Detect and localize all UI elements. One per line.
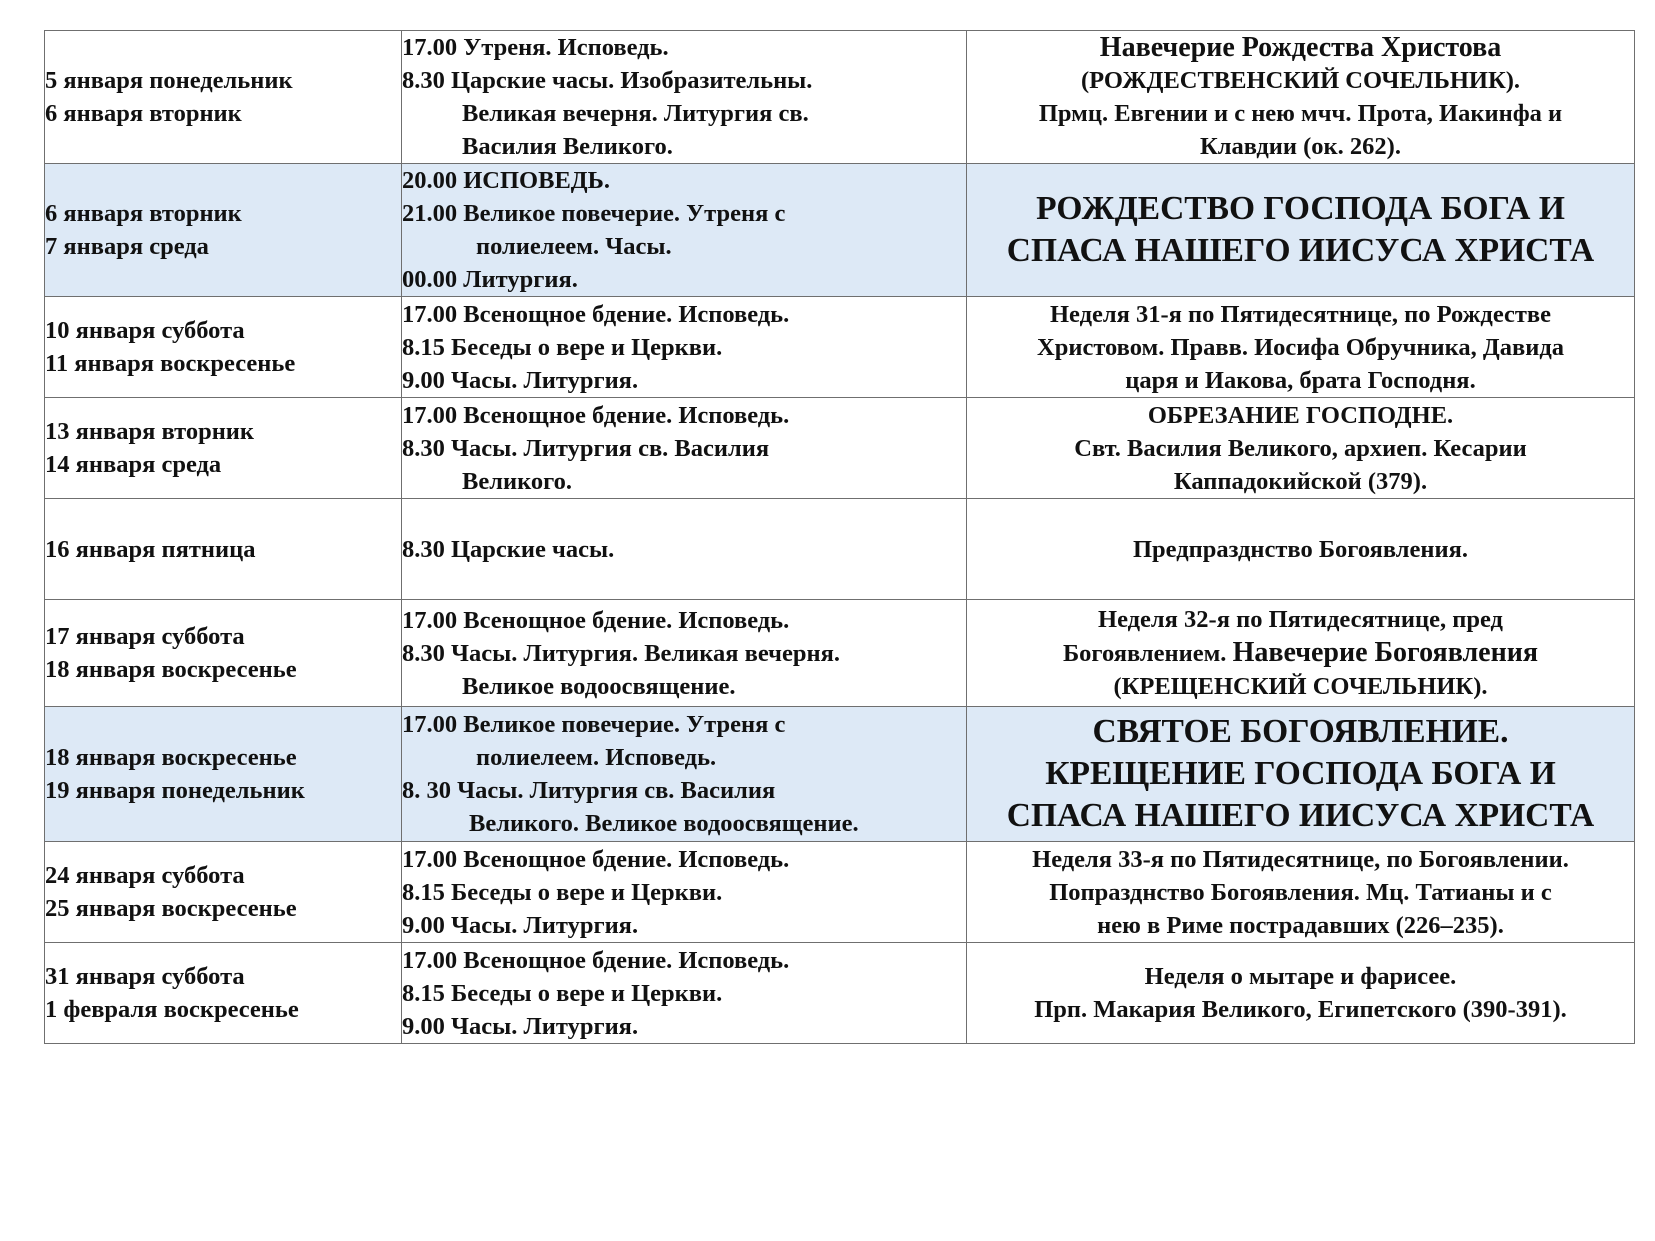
date-line: 31 января суббота [45, 963, 245, 990]
table-row [45, 297, 1635, 398]
service-line: 20.00 ИСПОВЕДЬ. [402, 167, 610, 194]
feast-line: Попразднство Богоявления. Мц. Татианы и с [1049, 878, 1552, 906]
service-line: 8.30 Часы. Литургия св. Василия [402, 434, 770, 462]
services-cell [402, 398, 967, 499]
services-cell [402, 31, 967, 164]
date-line: 17 января суббота [45, 623, 245, 650]
table-row [45, 499, 1635, 600]
feast-title: Навечерие Богоявления [1232, 637, 1538, 668]
feast-line: Неделя 32-я по Пятидесятнице, пред [1098, 606, 1503, 633]
date-line: 18 января воскресенье [45, 656, 297, 683]
date-line: 7 января среда [45, 233, 209, 260]
date-line: 13 января вторник [45, 418, 255, 445]
table-row [45, 707, 1635, 842]
feast-line: ОБРЕЗАНИЕ ГОСПОДНЕ. [1147, 401, 1454, 429]
date-cell [45, 164, 402, 297]
feast-line: нею в Риме пострадавших (226–235). [1097, 911, 1504, 939]
service-line: 8.30 Царские часы. [402, 535, 615, 563]
date-cell [45, 31, 402, 164]
service-line: 8.15 Беседы о вере и Церкви. [402, 333, 723, 361]
table-row [45, 600, 1635, 707]
service-line: Великое водоосвящение. [462, 672, 736, 700]
feast-cell [967, 499, 1635, 600]
service-line: 9.00 Часы. Литургия. [402, 366, 639, 394]
service-line: 8.30 Часы. Литургия. Великая вечерня. [402, 639, 840, 667]
date-line: 14 января среда [45, 451, 222, 478]
feast-line: КРЕЩЕНИЕ ГОСПОДА БОГА И [1045, 755, 1556, 792]
feast-line: СПАСА НАШЕГО ИИСУСА ХРИСТА [1006, 797, 1595, 834]
date-line: 25 января воскресенье [45, 895, 297, 922]
feast-line: Неделя о мытаре и фарисее. [1144, 963, 1457, 990]
table-row [45, 31, 1635, 164]
feast-cell [967, 600, 1635, 707]
feast-cell [967, 164, 1635, 297]
service-line: 8.15 Беседы о вере и Церкви. [402, 979, 723, 1007]
service-line: 17.00 Всенощное бдение. Исповедь. [402, 300, 790, 328]
service-line: 00.00 Литургия. [402, 266, 578, 293]
date-cell [45, 499, 402, 600]
feast-title: Навечерие Рождества Христова [1099, 32, 1502, 63]
feast-line: СВЯТОЕ БОГОЯВЛЕНИЕ. [1092, 713, 1509, 750]
table-row [45, 842, 1635, 943]
feast-line: Неделя 31-я по Пятидесятнице, по Рождестве [1049, 300, 1552, 328]
date-line: 5 января понедельник [45, 67, 293, 94]
feast-cell [967, 31, 1635, 164]
feast-line: Свт. Василия Великого, архиеп. Кесарии [1074, 434, 1527, 462]
feast-cell [967, 943, 1635, 1044]
feast-cell [967, 297, 1635, 398]
service-line: Великого. [462, 467, 573, 495]
feast-cell [967, 842, 1635, 943]
table-row [45, 164, 1635, 297]
feast-line: Предпразднство Богоявления. [1132, 535, 1469, 563]
services-cell [402, 297, 967, 398]
table-row [45, 943, 1635, 1044]
feast-cell [967, 398, 1635, 499]
service-line: 8. 30 Часы. Литургия св. Василия [402, 777, 776, 804]
service-line: 21.00 Великое повечерие. Утреня с [402, 200, 786, 227]
date-line: 24 января суббота [45, 862, 245, 889]
feast-cell [967, 707, 1635, 842]
feast-line: Неделя 33-я по Пятидесятнице, по Богоявлении. [1032, 845, 1569, 873]
services-cell [402, 164, 967, 297]
service-line: полиелеем. Часы. [476, 233, 672, 260]
schedule-table [44, 30, 1635, 1044]
date-line: 10 января суббота [45, 317, 245, 344]
services-cell [402, 499, 967, 600]
date-cell [45, 943, 402, 1044]
feast-line [967, 636, 1634, 670]
service-line: 17.00 Утреня. Исповедь. [402, 34, 669, 61]
feast-line: РОЖДЕСТВО ГОСПОДА БОГА И [1036, 190, 1565, 227]
services-cell [402, 842, 967, 943]
feast-line: Христовом. Правв. Иосифа Обручника, Давида [1037, 333, 1564, 361]
services-cell [402, 707, 967, 842]
feast-line: Прп. Макария Великого, Египетского (390-391). [1034, 996, 1567, 1023]
service-line: 17.00 Великое повечерие. Утреня с [402, 711, 786, 738]
date-cell [45, 297, 402, 398]
service-line: 17.00 Всенощное бдение. Исповедь. [402, 845, 790, 873]
services-cell [402, 943, 967, 1044]
feast-line: Прмц. Евгении и с нею мчч. Прота, Иакинфа и [1038, 100, 1563, 127]
date-line: 6 января вторник [45, 100, 242, 127]
feast-line: царя и Иакова, брата Господня. [1125, 366, 1476, 394]
feast-line: (КРЕЩЕНСКИЙ СОЧЕЛЬНИК). [1113, 673, 1488, 700]
date-line: 1 февраля воскресенье [45, 996, 299, 1023]
date-line: 19 января понедельник [45, 777, 305, 804]
date-line: 11 января воскресенье [45, 350, 296, 377]
services-cell [402, 600, 967, 707]
date-line: 18 января воскресенье [45, 744, 297, 771]
service-line: Василия Великого. [462, 133, 673, 160]
service-line: 8.30 Царские часы. Изобразительны. [402, 67, 813, 94]
service-line: Великого. Великое водоосвящение. [469, 810, 859, 837]
service-line: 8.15 Беседы о вере и Церкви. [402, 878, 723, 906]
date-cell [45, 707, 402, 842]
table-row [45, 398, 1635, 499]
service-line: 9.00 Часы. Литургия. [402, 911, 639, 939]
feast-text: Богоявлением. [1062, 640, 1227, 667]
date-cell [45, 398, 402, 499]
feast-line: (РОЖДЕСТВЕНСКИЙ СОЧЕЛЬНИК). [1080, 67, 1521, 94]
feast-line: Клавдии (ок. 262). [1200, 133, 1401, 160]
service-line: 17.00 Всенощное бдение. Исповедь. [402, 946, 790, 974]
service-line: 17.00 Всенощное бдение. Исповедь. [402, 401, 790, 429]
date-cell [45, 600, 402, 707]
service-line: 9.00 Часы. Литургия. [402, 1012, 639, 1040]
date-line: 16 января пятница [45, 535, 256, 563]
date-cell [45, 842, 402, 943]
service-line: полиелеем. Исповедь. [476, 744, 717, 771]
feast-line: СПАСА НАШЕГО ИИСУСА ХРИСТА [1006, 232, 1595, 269]
feast-line: Каппадокийской (379). [1173, 467, 1428, 495]
service-line: Великая вечерня. Литургия св. [462, 100, 809, 127]
date-line: 6 января вторник [45, 200, 242, 227]
service-line: 17.00 Всенощное бдение. Исповедь. [402, 606, 790, 634]
